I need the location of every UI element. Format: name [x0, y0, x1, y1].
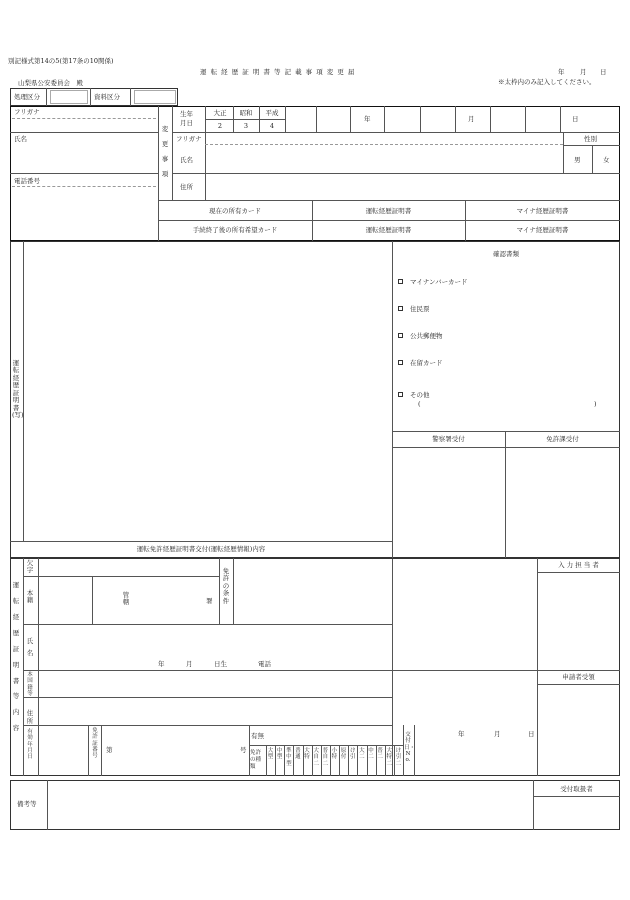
date-year-label: 年: [558, 68, 565, 76]
conditions-label: 免許の条件: [222, 567, 230, 605]
contents-name-label: 氏名: [26, 637, 34, 657]
qualification-input[interactable]: [134, 90, 176, 104]
contents-birth-day: 日生: [214, 660, 227, 668]
change-furigana-input[interactable]: [208, 133, 560, 144]
change-address-input[interactable]: [208, 175, 616, 198]
photo-area-label: 運転経歴証明書(写): [12, 359, 24, 420]
license-number-input[interactable]: [116, 740, 236, 760]
license-type-14[interactable]: け引二: [395, 748, 402, 767]
current-card-my-number[interactable]: マイナ経歴証明書: [516, 207, 569, 215]
confirm-checkbox-other[interactable]: [398, 392, 403, 397]
confirm-item-mynumber: マイナンバーカード: [410, 278, 468, 286]
other-detail-input[interactable]: [424, 400, 590, 409]
applicant-receipt-label: 申請者受領: [562, 673, 595, 681]
current-card-label: 現在の所有カード: [209, 207, 261, 215]
license-number-suffix: 号: [240, 746, 247, 754]
confirm-checkbox-mail[interactable]: [398, 333, 403, 338]
applicant-receipt-input[interactable]: [540, 687, 617, 773]
input-staff-input[interactable]: [540, 575, 617, 667]
confirm-item-mail: 公共郵便物: [410, 332, 443, 340]
processing-input[interactable]: [50, 90, 88, 104]
police-receipt-label: 警察署受付: [432, 435, 465, 443]
license-type-3[interactable]: 普通: [295, 748, 301, 761]
contents-birth-month: 月: [186, 660, 193, 668]
license-type-8[interactable]: 原付: [340, 748, 347, 761]
license-type-4[interactable]: 大特: [304, 748, 310, 761]
confirm-checkbox-juminhyo[interactable]: [398, 306, 403, 311]
confirm-item-juminhyo: 住民票: [410, 305, 430, 313]
jurisdiction-label: 管轄: [122, 591, 130, 607]
input-staff-label: 入 力 担 当 者: [558, 561, 599, 569]
qualification-label: 資料区分: [94, 93, 120, 101]
domicile-label: 本籍: [26, 589, 34, 605]
desired-card-driving-history[interactable]: 運転経歴証明書: [365, 226, 412, 234]
license-type-7[interactable]: 小特: [331, 748, 338, 761]
phone-label: 電話番号: [14, 177, 40, 185]
furigana-label: フリガナ: [14, 108, 40, 116]
conditions-input[interactable]: [236, 561, 390, 621]
photo-area-footer: 運転免許経歴証明書交付(運転経歴情報)内容: [136, 545, 266, 553]
presence-label: 有無: [251, 732, 264, 740]
confirm-checkbox-mynumber[interactable]: [398, 279, 403, 284]
honseki-label: 本国籍等: [27, 672, 33, 697]
confirm-checkbox-residence[interactable]: [398, 360, 403, 365]
furigana-input[interactable]: [16, 119, 154, 131]
confirmation-title: 確認書類: [493, 250, 519, 258]
change-name-label: 氏名: [180, 156, 193, 164]
remarks-input[interactable]: [50, 783, 530, 827]
birth-date-input[interactable]: [288, 108, 560, 130]
desired-card-label: 手続終了後の所有希望カード: [192, 226, 278, 234]
license-receipt-label: 免許課受付: [546, 435, 579, 443]
other-paren-open: (: [418, 400, 421, 408]
birth-year-label: 年: [364, 115, 371, 123]
gender-label: 性別: [584, 135, 597, 143]
contents-birth-year: 年: [158, 660, 165, 668]
contents-phone-label: 電話: [258, 660, 271, 668]
kanji-label: 欠字: [26, 559, 34, 575]
date-month-label: 月: [580, 68, 587, 76]
era-taisho[interactable]: 大正: [213, 109, 227, 117]
instruction-note: ※太枠内のみ記入してください。: [498, 78, 596, 86]
era-heisei[interactable]: 平成: [265, 109, 279, 117]
valid-until-label: 有効年月日: [27, 729, 33, 761]
issue-no-label: 交付日・No.: [404, 732, 416, 764]
office-suffix: 署: [206, 597, 213, 605]
confirm-item-residence: 在留カード: [410, 359, 443, 367]
contents-name-input[interactable]: [42, 627, 388, 657]
processing-label: 処理区分: [14, 93, 40, 101]
date-day-label: 日: [600, 68, 607, 76]
license-type-13[interactable]: 大特二: [386, 748, 392, 767]
license-type-6[interactable]: 普自二: [322, 748, 329, 767]
license-type-0[interactable]: 大型: [267, 748, 274, 761]
gender-female[interactable]: 女: [603, 156, 610, 164]
license-number-prefix: 第: [106, 746, 113, 754]
birth-day-label: 日: [572, 115, 579, 123]
license-type-1[interactable]: 中型: [276, 748, 283, 761]
phone-input[interactable]: [16, 188, 154, 236]
issue-day-label: 日: [528, 730, 535, 738]
license-type-label: 免許の種類: [250, 750, 262, 771]
era-showa[interactable]: 昭和: [239, 109, 253, 117]
license-type-10[interactable]: 大二: [359, 748, 365, 761]
change-items-label: 変更事項: [161, 125, 169, 178]
issue-month-label: 月: [494, 730, 501, 738]
receipt-handler-label: 受付取扱者: [560, 785, 593, 793]
era-code-2: 2: [217, 122, 223, 130]
name-label: 氏名: [14, 135, 27, 143]
contents-section-label: 運転経歴証明書等内容: [12, 581, 20, 733]
license-number-label: 免許証番号: [92, 728, 98, 760]
contents-address-label: 住所: [26, 709, 34, 726]
desired-card-my-number[interactable]: マイナ経歴証明書: [516, 226, 569, 234]
change-name-input[interactable]: [208, 146, 560, 170]
license-type-5[interactable]: 大自二: [313, 748, 319, 767]
current-card-driving-history[interactable]: 運転経歴証明書: [365, 207, 412, 215]
name-input[interactable]: [16, 146, 154, 170]
photo-paste-area[interactable]: [26, 244, 390, 538]
license-type-2[interactable]: 準中型: [286, 748, 292, 767]
license-type-11[interactable]: 中二: [368, 748, 374, 761]
change-furigana-label: フリガナ: [176, 135, 202, 143]
other-paren-close: ): [594, 400, 597, 408]
addressee: 山梨県公安委員会 殿: [18, 79, 83, 87]
page-title: 運 転 経 歴 証 明 書 等 記 載 事 項 変 更 届: [200, 68, 356, 76]
change-address-label: 住所: [180, 183, 193, 191]
birth-date-label: 生年月日: [180, 110, 193, 128]
era-code-4: 4: [269, 122, 275, 130]
form-id: 別記様式第14の5(第17条の10関係): [8, 57, 114, 65]
license-type-12[interactable]: 普二: [377, 748, 383, 761]
era-code-3: 3: [243, 122, 249, 130]
license-type-9[interactable]: け引: [349, 748, 356, 761]
remarks-label: 備考等: [17, 800, 37, 808]
issue-info-input[interactable]: [418, 742, 534, 772]
birth-month-label: 月: [468, 115, 475, 123]
confirm-item-other: その他: [410, 391, 430, 399]
gender-male[interactable]: 男: [574, 156, 581, 164]
issue-year-label: 年: [458, 730, 465, 738]
